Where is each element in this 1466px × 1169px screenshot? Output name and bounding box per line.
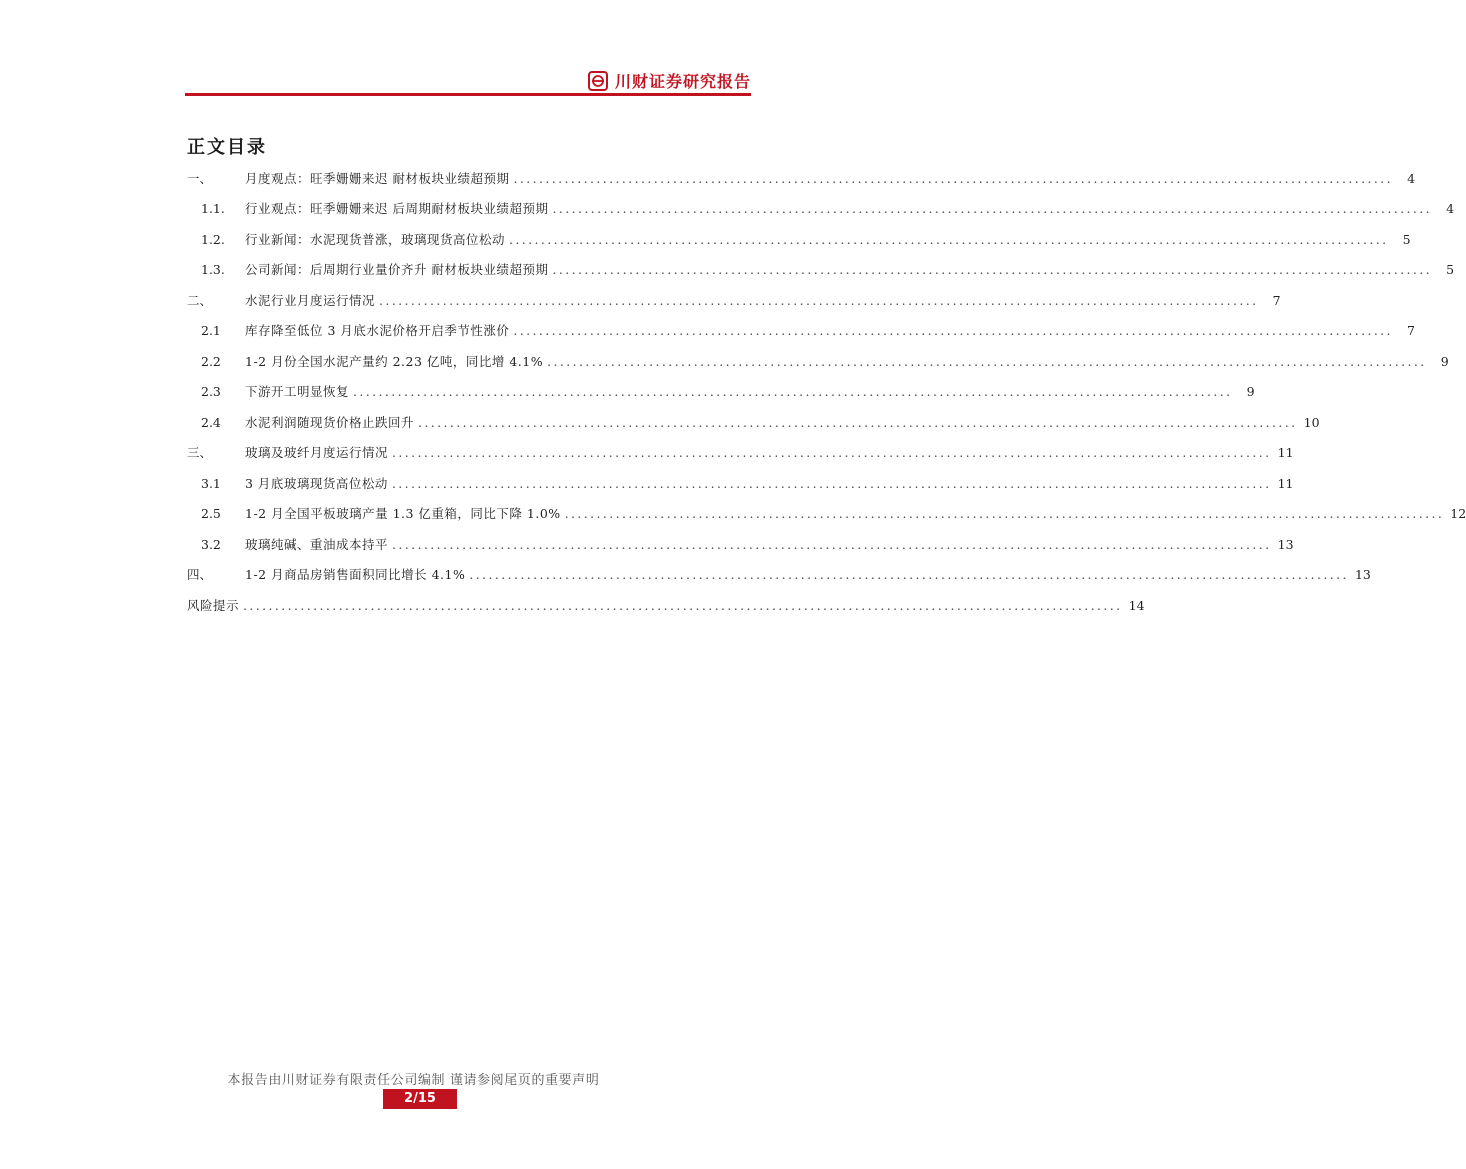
toc-entry-number: 3.1 (201, 476, 221, 491)
toc-entry[interactable] (187, 473, 1294, 493)
toc-entry-number: 1.1. (201, 201, 225, 216)
toc-leader-dots: .......................................................................................................................................... (392, 537, 1272, 552)
toc-leader-dots: .......................................................................................................................................... (509, 232, 1389, 247)
toc-entry-title: 玻璃及玻纤月度运行情况 (245, 445, 389, 460)
toc-entry-title: 公司新闻：后周期行业量价齐升 耐材板块业绩超预期 (245, 262, 549, 277)
toc-entry[interactable] (187, 595, 1145, 615)
toc-entry-title: 水泥利润随现货价格止跌回升 (245, 415, 415, 430)
toc-entry-title: 库存降至低位 3 月底水泥价格开启季节性涨价 (245, 323, 510, 338)
toc-entry-page: 5 (1402, 232, 1411, 247)
toc-entry-page: 7 (1406, 323, 1415, 338)
toc-leader-dots: .......................................................................................................................................... (564, 506, 1445, 521)
toc-entry-number: 2.3 (201, 384, 221, 399)
brand-name: 川财证券研究报告 (614, 72, 751, 91)
toc-entry-number: 二、 (187, 293, 213, 308)
header-rule (185, 93, 751, 96)
toc-title: 正文目录 (187, 137, 267, 158)
toc-entry[interactable] (187, 290, 1281, 310)
toc-entry-number: 3.2 (201, 537, 221, 552)
toc-leader-dots: .......................................................................................................................................... (379, 293, 1259, 308)
toc-entry-page: 13 (1277, 537, 1294, 552)
toc-entry-page: 14 (1128, 598, 1145, 613)
disclaimer-note: 本报告由川财证券有限责任公司编制 谨请参阅尾页的重要声明 (227, 1073, 600, 1088)
toc-entry-number: 1.3. (201, 262, 225, 277)
chuancai-logo-icon (588, 71, 608, 91)
toc-entry[interactable] (187, 229, 1411, 249)
toc-entry[interactable] (187, 320, 1415, 340)
toc-entry-title: 行业观点：旺季姗姗来迟 后周期耐材板块业绩超预期 (245, 201, 549, 216)
page-number-badge: 2/15 (383, 1089, 457, 1109)
page-header (185, 62, 751, 96)
toc-entry-number: 2.1 (201, 323, 221, 338)
toc-entry[interactable] (187, 534, 1294, 554)
toc-leader-dots: .......................................................................................................................................... (552, 262, 1433, 277)
toc-entry[interactable] (187, 198, 1455, 218)
toc-entry-title: 风险提示 (187, 598, 240, 613)
toc-entry-page: 9 (1440, 354, 1449, 369)
toc-leader-dots: .......................................................................................................................................... (513, 171, 1394, 186)
toc-entry-page: 4 (1407, 171, 1416, 186)
toc-entry[interactable] (187, 412, 1320, 432)
toc-entry-page: 7 (1272, 293, 1281, 308)
toc-entry-number: 一、 (187, 171, 213, 186)
toc-entry-title: 1-2 月全国平板玻璃产量 1.3 亿重箱，同比下降 1.0% (245, 506, 561, 521)
toc-entry-number: 四、 (187, 567, 213, 582)
toc-leader-dots: .......................................................................................................................................... (392, 445, 1272, 460)
toc-entry[interactable] (187, 442, 1294, 462)
toc-entry-page: 11 (1277, 445, 1294, 460)
toc-entry[interactable] (187, 168, 1416, 188)
toc-entry-title: 3 月底玻璃现货高位松动 (245, 476, 388, 491)
toc-leader-dots: .......................................................................................................................................... (547, 354, 1427, 369)
toc-entry-page: 9 (1246, 384, 1255, 399)
toc-entry-page: 5 (1446, 262, 1455, 277)
toc-entry-title: 1-2 月份全国水泥产量约 2.23 亿吨，同比增 4.1% (245, 354, 544, 369)
toc-entry-page: 11 (1277, 476, 1294, 491)
toc-entry-number: 三、 (187, 445, 213, 460)
toc-entry-page: 4 (1446, 201, 1455, 216)
toc-entry-page: 10 (1303, 415, 1320, 430)
toc-entry-title: 玻璃纯碱、重油成本持平 (245, 537, 389, 552)
toc-entry[interactable] (187, 564, 1371, 584)
toc-entry-page: 13 (1354, 567, 1371, 582)
toc-entry-title: 行业新闻：水泥现货普涨，玻璃现货高位松动 (245, 232, 506, 247)
toc-entry[interactable] (187, 381, 1255, 401)
toc-entry-page: 12 (1450, 506, 1466, 521)
toc-leader-dots: .......................................................................................................................................... (353, 384, 1233, 399)
toc-entry-number: 2.5 (201, 506, 221, 521)
toc-entry-title: 水泥行业月度运行情况 (245, 293, 376, 308)
toc-entry-title: 1-2 月商品房销售面积同比增长 4.1% (245, 567, 466, 582)
toc-entry[interactable] (187, 259, 1455, 279)
toc-entry[interactable] (187, 351, 1449, 371)
toc-entry-title: 月度观点：旺季姗姗来迟 耐材板块业绩超预期 (245, 171, 510, 186)
toc-entry-number: 2.4 (201, 415, 221, 430)
brand (588, 69, 751, 92)
toc-leader-dots: .......................................................................................................................................... (243, 598, 1123, 613)
toc-leader-dots: .......................................................................................................................................... (469, 567, 1349, 582)
toc-entry-number: 2.2 (201, 354, 221, 369)
toc-entry-title: 下游开工明显恢复 (245, 384, 350, 399)
toc-leader-dots: .......................................................................................................................................... (418, 415, 1298, 430)
toc-leader-dots: .......................................................................................................................................... (513, 323, 1393, 338)
toc-leader-dots: .......................................................................................................................................... (391, 476, 1272, 491)
toc-entry-number: 1.2. (201, 232, 225, 247)
toc-entry[interactable] (187, 503, 1466, 523)
toc-leader-dots: .......................................................................................................................................... (552, 201, 1433, 216)
